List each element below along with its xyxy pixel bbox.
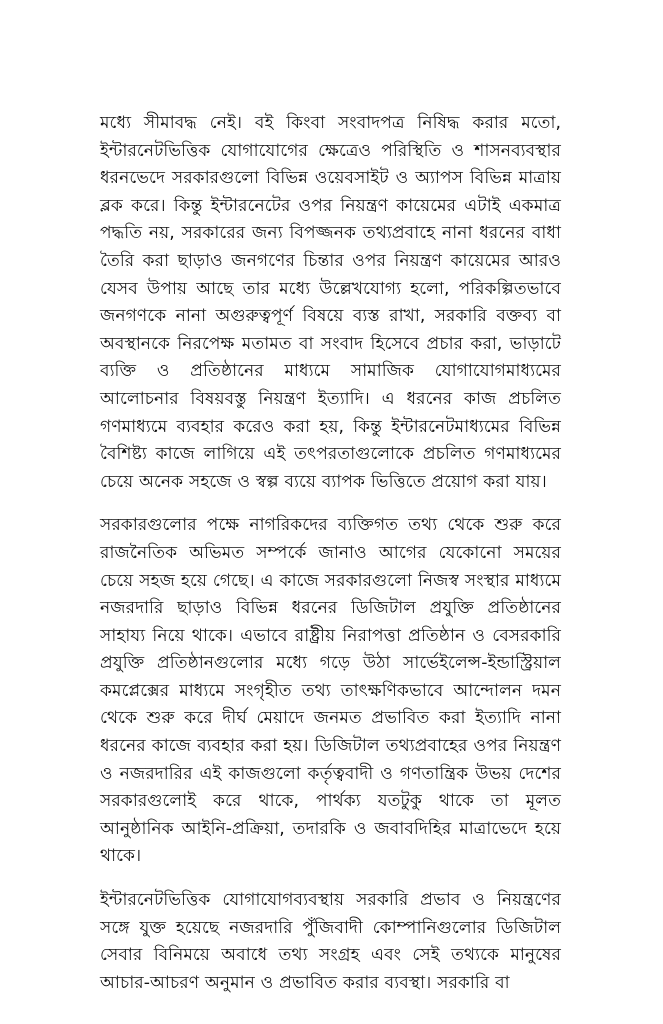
paragraph: সরকারগুলোর পক্ষে নাগরিকদের ব্যক্তিগত তথ্য থেকে শুরু করে রাজনৈতিক অভিমত সম্পর্কে জানাও আগের যেকোনো সময়ের চেয়ে সহজ হয়ে গেছে। এ কাজে সরকারগুলো নিজস্ব সংস্থার মাধ্যমে নজরদারি ছাড়াও বিভিন্ন ধরনের ডিজিটাল প্রযুক্তি প্রতিষ্ঠানের সাহায্য নিয়ে থাকে। এভাবে রাষ্ট্রীয় নিরাপত্তা প্রতিষ্ঠান ও বেসরকারি প্রযুক্তি প্রতিষ্ঠানগুলোর মধ্যে গড়ে উঠা সার্ভেইলেন্স-ইন্ডাস্ট্রিয়াল কমপ্লেক্সের মাধ্যমে সংগৃহীত তথ্য তাৎক্ষণিকভাবে আন্দোলন দমন থেকে শুরু করে দীর্ঘ মেয়াদে জনমত প্রভাবিত করা ইত্যাদি নানা ধরনের কাজে ব্যবহার করা হয়। ডিজিটাল তথ্যপ্রবাহের ওপর নিয়ন্ত্রণ ও নজরদারির এই কাজগুলো কর্তৃত্ববাদী ও গণতান্ত্রিক উভয় দেশের সরকারগুলোই করে থাকে, পার্থক্য যতটুকু থাকে তা মূলত আনুষ্ঠানিক আইনি-প্রক্রিয়া, তদারকি ও জবাবদিহির মাত্রাভেদে হয়ে থাকে।: [100, 515, 561, 867]
paragraph: মধ্যে সীমাবদ্ধ নেই। বই কিংবা সংবাদপত্র নিষিদ্ধ করার মতো, ইন্টারনেটভিত্তিক যোগাযোগের ক্ষেত্রেও পরিস্থিতি ও শাসনব্যবস্থার ধরনভেদে সরকারগুলো বিভিন্ন ওয়েবসাইট ও অ্যাপস বিভিন্ন মাত্রায় ব্লক করে। কিন্তু ইন্টারনেটের ওপর নিয়ন্ত্রণ কায়েমের এটাই একমাত্র পদ্ধতি নয়, সরকারের জন্য বিপজ্জনক তথ্যপ্রবাহে নানা ধরনের বাধা তৈরি করা ছাড়াও জনগণের চিন্তার ওপর নিয়ন্ত্রণ কায়েমের আরও যেসব উপায় আছে তার মধ্যে উল্লেখযোগ্য হলো, পরিকল্পিতভাবে জনগণকে নানা অগুরুত্বপূর্ণ বিষয়ে ব্যস্ত রাখা, সরকারি বক্তব্য বা অবস্থানকে নিরপেক্ষ মতামত বা সংবাদ হিসেবে প্রচার করা, ভাড়াটে ব্যক্তি ও প্রতিষ্ঠানের মাধ্যমে সামাজিক যোগাযোগমাধ্যমের আলোচনার বিষয়বস্তু নিয়ন্ত্রণ ইত্যাদি। এ ধরনের কাজ প্রচলিত গণমাধ্যমে ব্যবহার করেও করা হয়, কিন্তু ইন্টারনেটমাধ্যমের বিভিন্ন বৈশিষ্ট্য কাজে লাগিয়ে এই তৎপরতাগুলোকে প্রচলিত গণমাধ্যমের চেয়ে অনেক সহজে ও স্বল্প ব্যয়ে ব্যাপক ভিত্তিতে প্রয়োগ করা যায়।: [100, 113, 561, 492]
body-text-block: [100, 110, 561, 997]
paragraph: ইন্টারনেটভিত্তিক যোগাযোগব্যবস্থায় সরকারি প্রভাব ও নিয়ন্ত্রণের সঙ্গে যুক্ত হয়েছে নজরদারি পুঁজিবাদী কোম্পানিগুলোর ডিজিটাল সেবার বিনিময়ে অবাধে তথ্য সংগ্রহ এবং সেই তথ্যকে মানুষের আচার-আচরণ অনুমান ও প্রভাবিত করার ব্যবস্থা। সরকারি বা: [100, 890, 561, 993]
